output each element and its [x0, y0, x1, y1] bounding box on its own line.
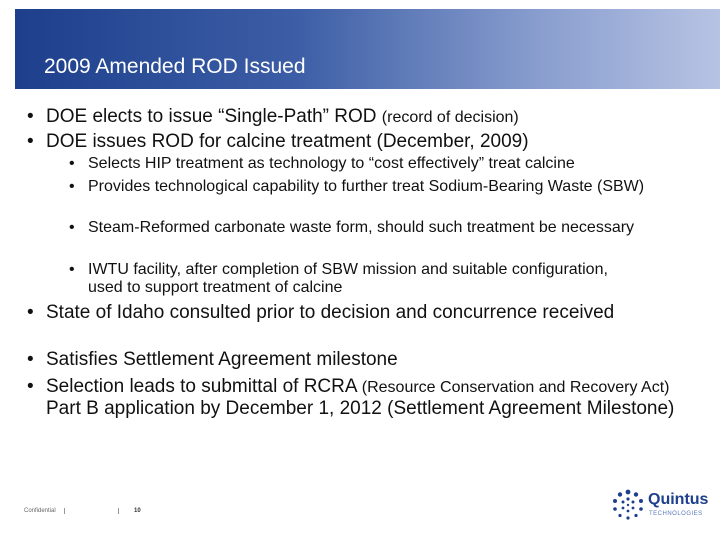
sub-bullet-text: IWTU facility, after completion of SBW mission and suitable configuration, used to support treatment of calcine: [88, 261, 608, 296]
bullet-dot: •: [69, 219, 75, 236]
page-number: 10: [134, 508, 141, 514]
logo-tagline: TECHNOLOGIES: [649, 511, 703, 517]
bullet-item: [27, 131, 677, 152]
sub-bullet-item: [69, 219, 659, 237]
bullet-item: [27, 302, 677, 323]
bullet-dot: •: [69, 261, 75, 278]
quintus-logo: [611, 488, 720, 528]
bullet-dot: •: [69, 155, 75, 172]
bullet-text: State of Idaho consulted prior to decision and concurrence received: [46, 302, 615, 323]
sub-bullet-text: Provides technological capability to further treat Sodium-Bearing Waste (SBW): [88, 178, 645, 195]
sub-bullet-item: [69, 155, 684, 173]
bullet-dot: •: [27, 106, 34, 127]
sub-bullet-text: Selects HIP treatment as technology to “cost effectively” treat calcine: [88, 155, 575, 172]
bullet-text: DOE issues ROD for calcine treatment (December, 2009): [46, 131, 529, 152]
logo-name: Quintus: [648, 491, 709, 508]
slide-title: 2009 Amended ROD Issued: [44, 55, 306, 78]
quintus-logo-icon: [611, 488, 645, 522]
bullet-dot: •: [27, 302, 34, 323]
bullet-item: [27, 376, 687, 419]
bullet-text: Satisfies Settlement Agreement milestone: [46, 349, 398, 370]
bullet-text: Selection leads to submittal of RCRA (Resource Conservation and Recovery Act) Part B application by December 1, 2012 (Settlement Agreement Milestone): [46, 376, 675, 419]
bullet-dot: •: [69, 178, 75, 195]
bullet-dot: •: [27, 376, 34, 397]
sub-bullet-item: [69, 261, 629, 297]
footer-divider: [118, 508, 119, 514]
sub-bullet-item: [69, 178, 659, 196]
footer-divider: [64, 508, 65, 514]
footer-confidential: Confidential: [24, 508, 56, 514]
bullet-item: [27, 106, 677, 128]
bullet-item: [27, 349, 677, 370]
bullet-text: DOE elects to issue “Single-Path” ROD (record of decision): [46, 106, 519, 127]
bullet-dot: •: [27, 349, 34, 370]
bullet-dot: •: [27, 131, 34, 152]
sub-bullet-text: Steam-Reformed carbonate waste form, should such treatment be necessary: [88, 219, 635, 236]
